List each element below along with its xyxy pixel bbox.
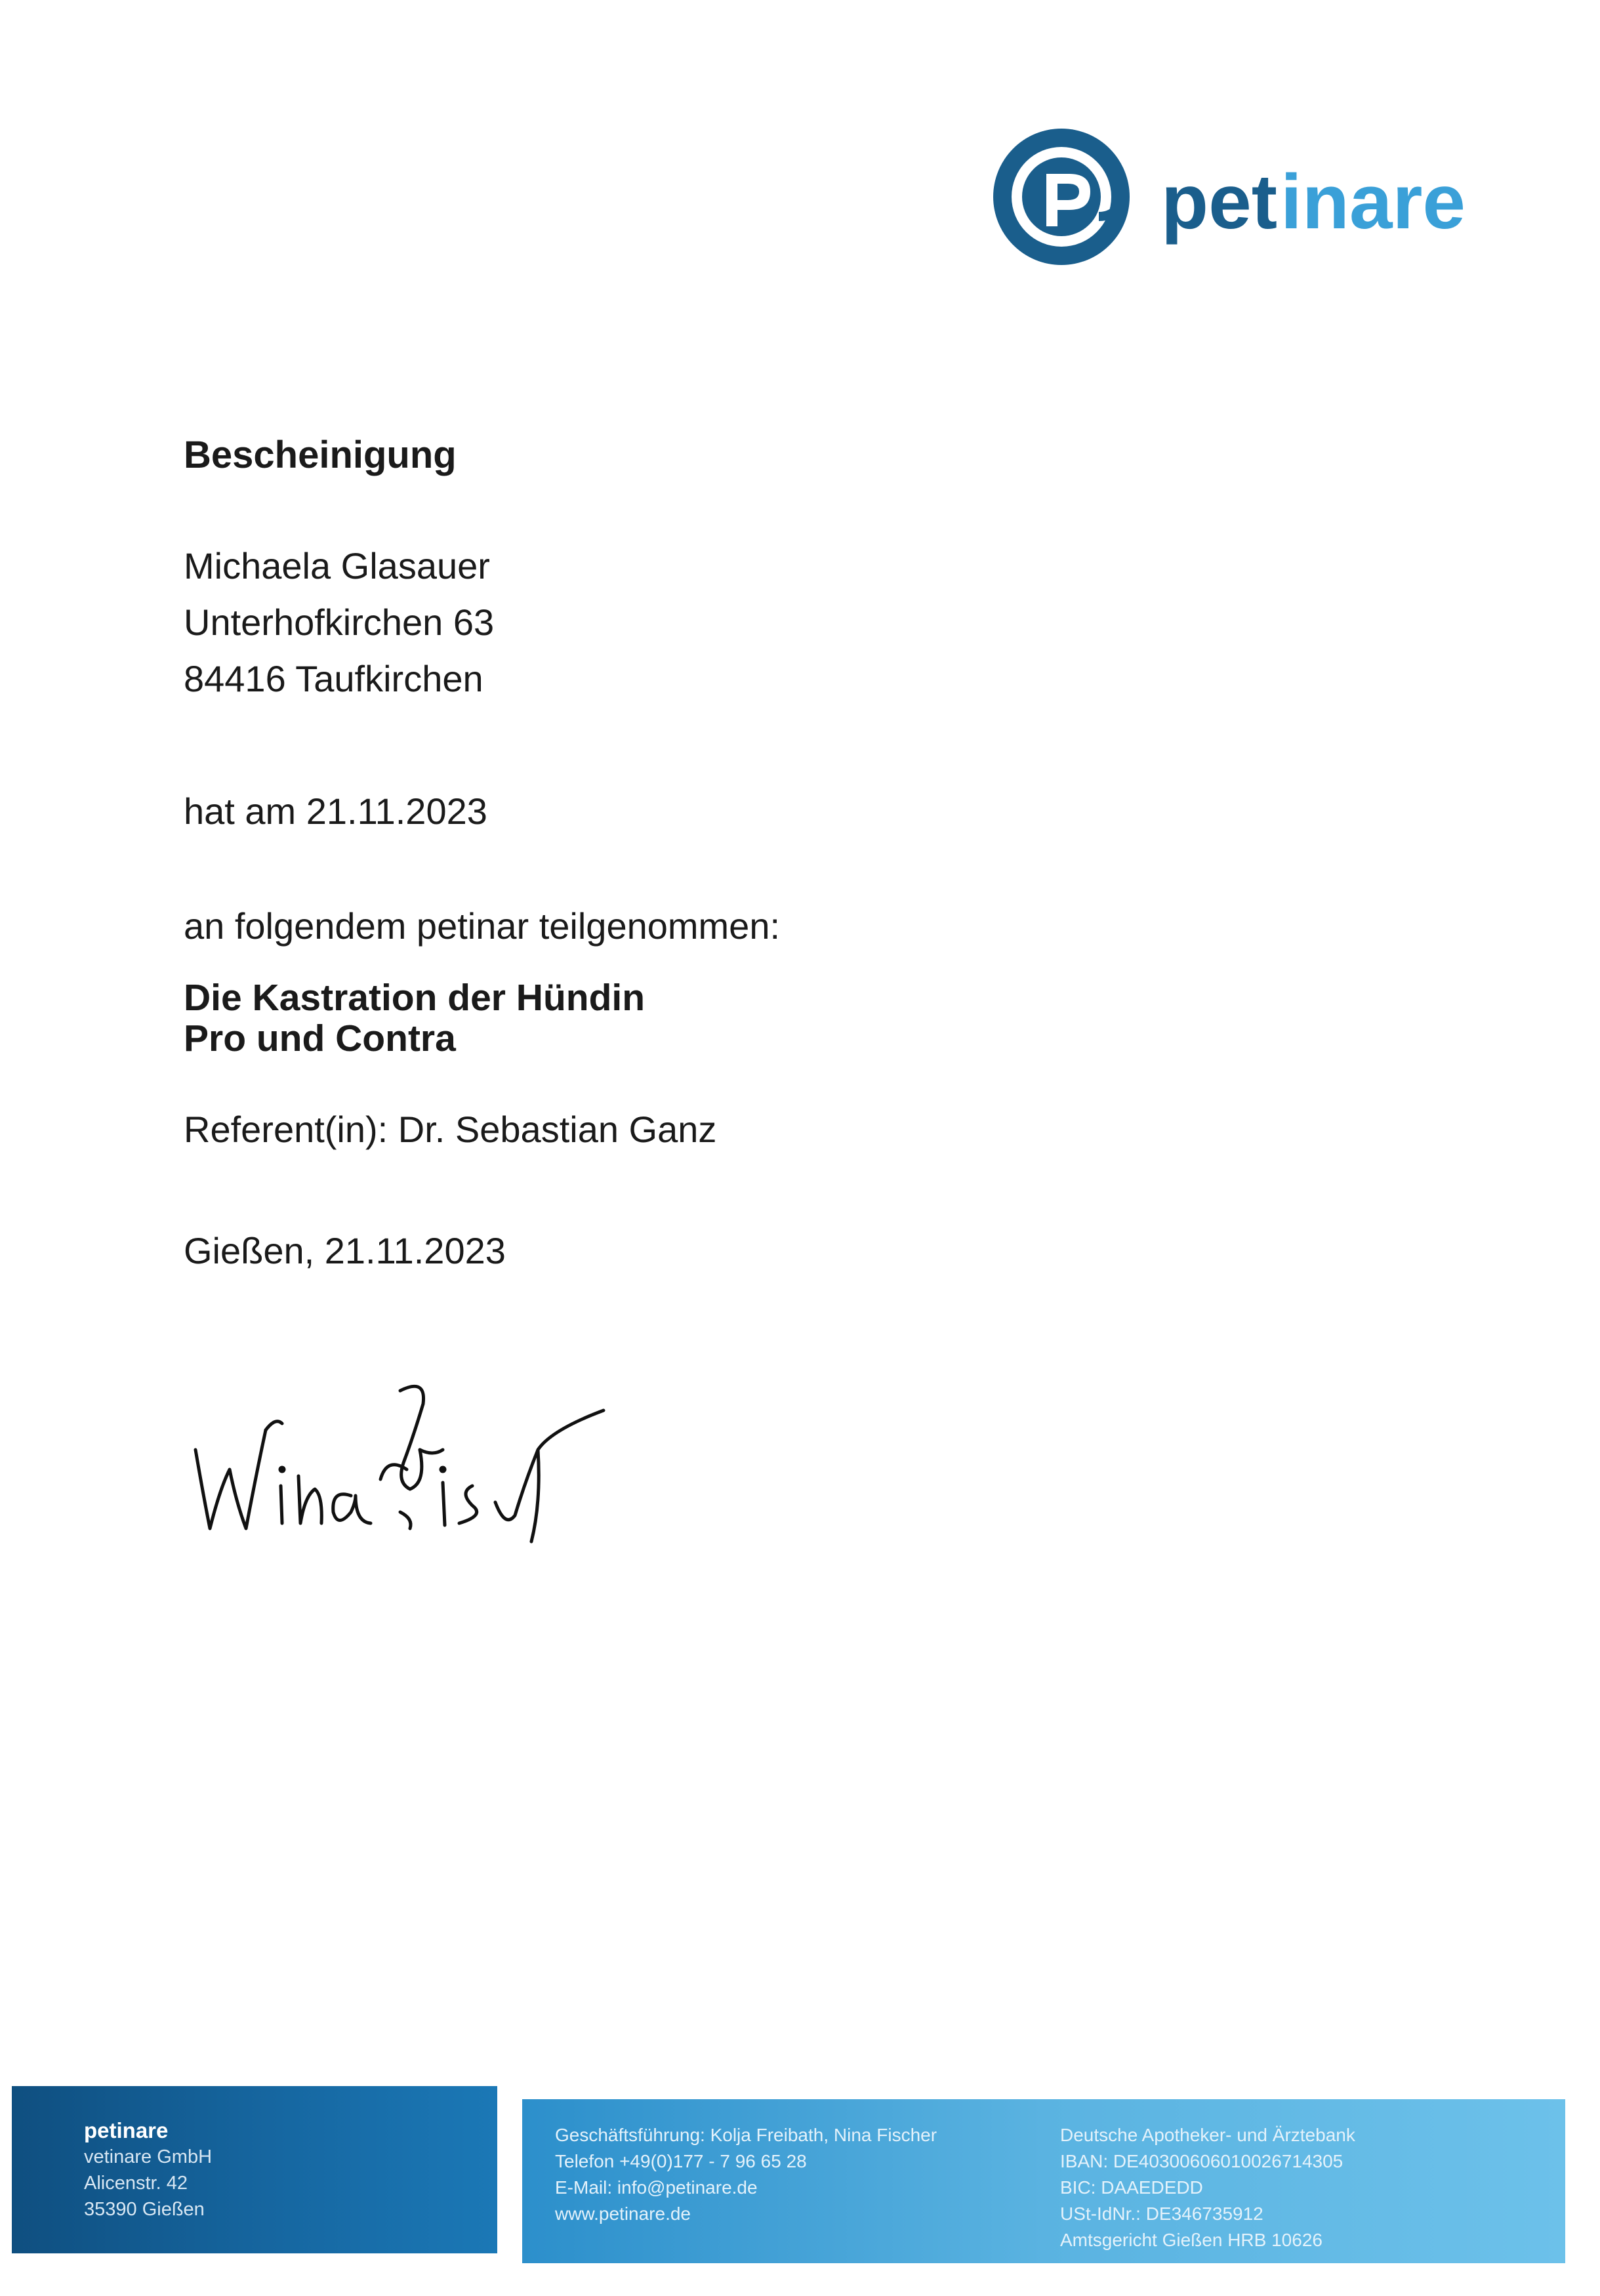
- seminar-title-line1: Die Kastration der Hündin: [184, 977, 646, 1019]
- recipient-name: Michaela Glasauer: [184, 545, 490, 586]
- footer-info-block: [522, 2099, 1565, 2263]
- petinare-logo-mark-icon: [984, 118, 1509, 282]
- footer-web: www.petinare.de: [555, 2204, 691, 2224]
- seminar-title-line2: Pro und Contra: [184, 1017, 456, 1059]
- footer-bic: BIC: DAAEDEDD: [1060, 2177, 1203, 2198]
- attendance-date: hat am 21.11.2023: [184, 790, 487, 832]
- footer-legal-name: vetinare GmbH: [84, 2146, 213, 2167]
- seminar-title: [184, 977, 645, 1059]
- petinare-logo: [984, 118, 1509, 282]
- footer-brand: petinare: [84, 2118, 169, 2142]
- footer-iban: IBAN: DE40300606010026714305: [1060, 2151, 1344, 2171]
- footer-email: E-Mail: info@petinare.de: [555, 2177, 758, 2198]
- footer-bank-name: Deutsche Apotheker- und Ärztebank: [1060, 2125, 1355, 2145]
- footer-court: Amtsgericht Gießen HRB 10626: [1060, 2230, 1323, 2250]
- footer-street: Alicenstr. 42: [84, 2173, 188, 2194]
- recipient-address: [184, 538, 494, 707]
- footer-company-block: [12, 2086, 497, 2253]
- handwritten-signature-icon: [184, 1371, 643, 1568]
- footer-phone: Telefon +49(0)177 - 7 96 65 28: [555, 2151, 807, 2171]
- footer-vat: USt-IdNr.: DE346735912: [1060, 2204, 1263, 2224]
- document-title: Bescheinigung: [184, 434, 457, 476]
- recipient-street: Unterhofkirchen 63: [184, 602, 495, 643]
- logo-text-dark: pet: [1161, 159, 1277, 245]
- place-date: Gießen, 21.11.2023: [184, 1230, 506, 1271]
- footer-contact: [555, 2122, 937, 2227]
- footer-bank: [1060, 2122, 1355, 2253]
- footer-city: 35390 Gießen: [84, 2199, 205, 2220]
- referent: Referent(in): Dr. Sebastian Ganz: [184, 1109, 717, 1150]
- signature: [184, 1371, 643, 1568]
- intro-text: an folgendem petinar teilgenommen:: [184, 905, 781, 947]
- logo-text-light: inare: [1281, 159, 1466, 245]
- recipient-city: 84416 Taufkirchen: [184, 658, 483, 699]
- footer-management: Geschäftsführung: Kolja Freibath, Nina Fischer: [555, 2125, 937, 2145]
